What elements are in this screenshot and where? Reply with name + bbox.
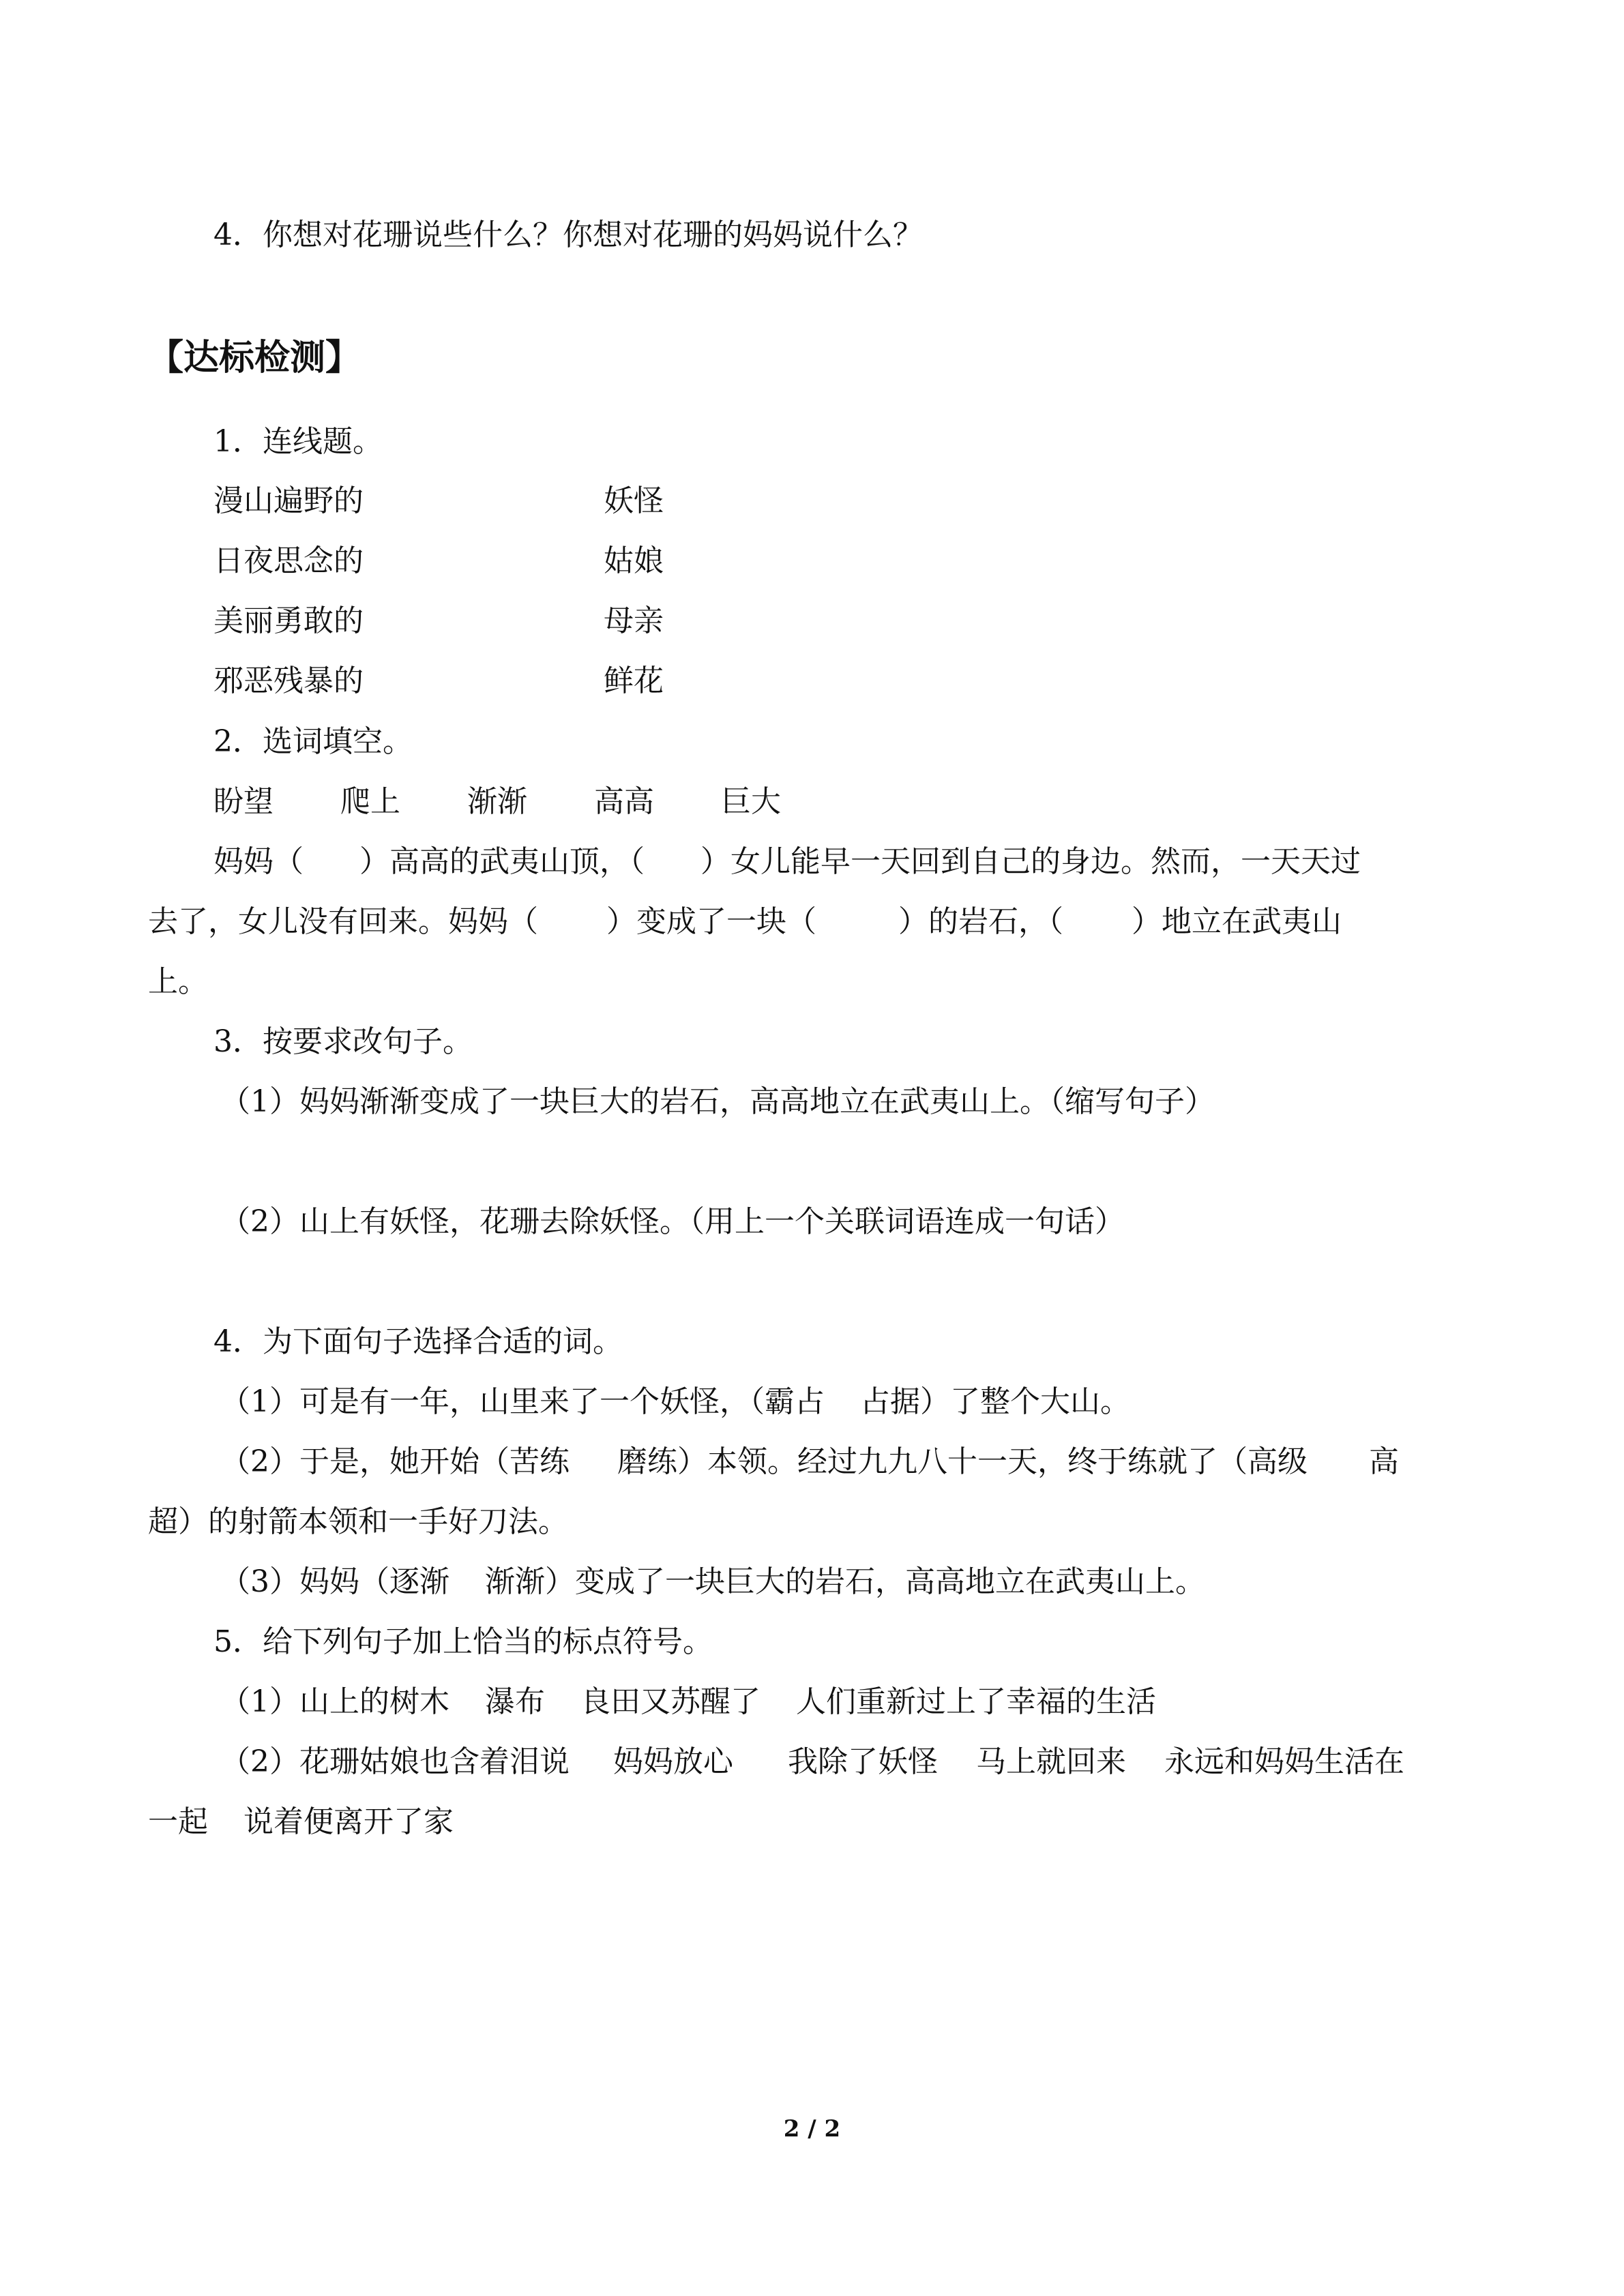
q5-sentence bbox=[148, 1802, 454, 1843]
q2-word-bank bbox=[213, 781, 781, 822]
sentence-text: 良田又苏醒了 bbox=[580, 1684, 761, 1719]
sentence-text: 马上就回来 bbox=[976, 1744, 1126, 1779]
word-option: 高高 bbox=[594, 784, 654, 819]
q3-title: 3．按要求改句子。 bbox=[213, 1024, 473, 1059]
sentence-text: （2）花珊姑娘也含着泪说 bbox=[220, 1744, 570, 1779]
sentence-text: 瀑布 bbox=[485, 1684, 545, 1719]
q2-title: 2．选词填空。 bbox=[213, 724, 413, 759]
passage-text: ）地立在武夷山 bbox=[1132, 904, 1342, 939]
question-4-prompt: 4．你想对花珊说些什么？你想对花珊的妈妈说什么？ bbox=[213, 218, 923, 252]
q1-left-item: 美丽勇敢的 bbox=[213, 603, 364, 638]
sentence-text: 一起 bbox=[148, 1804, 208, 1839]
q2-passage-line bbox=[148, 901, 1342, 942]
word-option: 渐渐 bbox=[467, 784, 527, 819]
sentence-text: 妈妈放心 bbox=[613, 1744, 733, 1779]
q1-title: 1．连线题。 bbox=[213, 424, 383, 459]
sentence-text: 磨练）本领。经过九九八十一天，终于练就了（高级 bbox=[617, 1444, 1308, 1479]
q1-right-item: 妖怪 bbox=[604, 483, 664, 518]
q5-title: 5．给下列句子加上恰当的标点符号。 bbox=[213, 1624, 713, 1659]
q5-sentence bbox=[220, 1682, 1156, 1723]
passage-text: ）的岩石，（ bbox=[898, 904, 1063, 939]
sentence-text: 占据）了整个大山。 bbox=[860, 1384, 1130, 1419]
passage-text: ）女儿能早一天回到自己的身边。然而，一天天过 bbox=[700, 844, 1361, 879]
sentence-text: （3）妈妈（逐渐 bbox=[220, 1564, 449, 1599]
page-number: 2 / 2 bbox=[783, 2115, 841, 2143]
q1-right-item: 姑娘 bbox=[604, 543, 664, 578]
q3-sentence: （1）妈妈渐渐变成了一块巨大的岩石，高高地立在武夷山上。（缩写句子） bbox=[220, 1084, 1215, 1119]
q4-sentence bbox=[220, 1442, 1399, 1482]
word-option: 爬上 bbox=[340, 784, 400, 819]
passage-text: ）高高的武夷山顶，（ bbox=[359, 844, 645, 879]
passage-text: 去了，女儿没有回来。妈妈（ bbox=[148, 904, 538, 939]
q4-sentence bbox=[220, 1382, 1130, 1422]
word-option: 盼望 bbox=[213, 784, 274, 819]
sentence-text: （1）山上的树木 bbox=[220, 1684, 449, 1719]
q4-sentence bbox=[220, 1562, 1205, 1602]
sentence-text: （2）于是，她开始（苦练 bbox=[220, 1444, 570, 1479]
q1-left-item: 漫山遍野的 bbox=[213, 483, 364, 518]
sentence-text: 渐渐）变成了一块巨大的岩石，高高地立在武夷山上。 bbox=[485, 1564, 1205, 1599]
q2-passage-line: 上。 bbox=[148, 964, 208, 999]
q1-right-item: 鲜花 bbox=[604, 664, 664, 698]
section-title: 【达标检测】 bbox=[148, 338, 361, 378]
sentence-text: 永远和妈妈生活在 bbox=[1164, 1744, 1404, 1779]
q1-left-item: 邪恶残暴的 bbox=[213, 664, 364, 698]
passage-text: ）变成了一块（ bbox=[606, 904, 816, 939]
q4-title: 4．为下面句子选择合适的词。 bbox=[213, 1324, 623, 1359]
q2-passage-line bbox=[213, 841, 1361, 882]
q3-sentence: （2）山上有妖怪，花珊去除妖怪。（用上一个关联词语连成一句话） bbox=[220, 1204, 1125, 1239]
sentence-text: 人们重新过上了幸福的生活 bbox=[796, 1684, 1156, 1719]
sentence-text: 说着便离开了家 bbox=[243, 1804, 454, 1839]
word-option: 巨大 bbox=[721, 784, 781, 819]
sentence-text: （1）可是有一年，山里来了一个妖怪，（霸占 bbox=[220, 1384, 825, 1419]
q1-right-item: 母亲 bbox=[604, 603, 664, 638]
q5-sentence bbox=[220, 1742, 1404, 1783]
sentence-text: 高 bbox=[1369, 1444, 1399, 1479]
passage-text: 妈妈（ bbox=[213, 844, 304, 879]
sentence-text: 我除了妖怪 bbox=[788, 1744, 938, 1779]
q4-sentence: 超）的射箭本领和一手好刀法。 bbox=[148, 1504, 568, 1539]
q1-left-item: 日夜思念的 bbox=[213, 543, 364, 578]
